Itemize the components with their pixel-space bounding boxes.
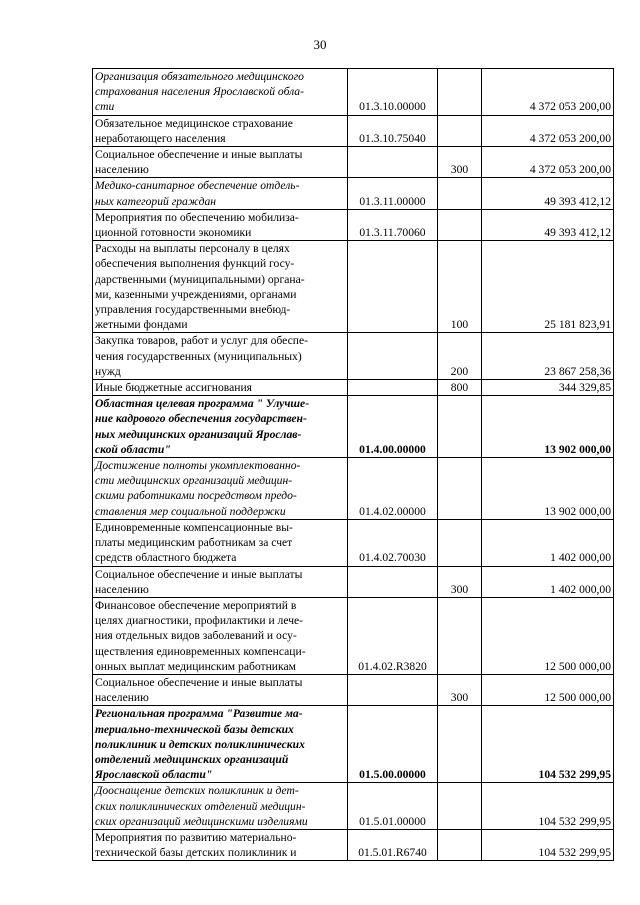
row-amount-cell: 1 402 000,00	[482, 519, 614, 566]
row-name-line: Организация обязательного медицинского	[95, 70, 304, 83]
row-amount-cell: 12 500 000,00	[482, 674, 614, 705]
row-name-line: отделений медицинских организаций	[95, 752, 289, 766]
row-code-cell: 01.5.00.00000	[348, 706, 438, 783]
row-name-line: жетными фондами	[95, 318, 188, 332]
row-name-line: териально-технической базы детских	[95, 722, 294, 736]
row-name-line: онных выплат медицинским работникам	[95, 659, 296, 673]
row-code-cell: 01.4.02.R3820	[348, 597, 438, 674]
row-name-line: платы медицинским работникам за счет	[95, 536, 293, 550]
row-name-line: страхования населения Ярославской обла-	[95, 85, 304, 99]
row-name-line: средств областного бюджета	[95, 551, 237, 565]
row-expense-type-cell: 300	[438, 674, 482, 705]
row-name-line: Областная целевая программа " Улучше-	[95, 397, 310, 411]
row-name-cell	[93, 458, 348, 520]
table-row	[93, 147, 614, 178]
row-name-cell	[93, 783, 348, 830]
row-amount-cell: 23 867 258,36	[482, 333, 614, 380]
row-name-line: Медико-санитарное обеспечение отдель-	[95, 179, 300, 193]
row-expense-type-cell	[438, 115, 482, 146]
row-code-cell: 01.4.00.00000	[348, 396, 438, 458]
row-name-cell	[93, 147, 348, 178]
row-name-line: дарственными (муниципальными) органа-	[95, 272, 305, 286]
row-name-cell	[93, 396, 348, 458]
row-name-line: Социальное обеспечение и иные выплаты	[95, 567, 303, 581]
table-row	[93, 69, 614, 116]
row-name-line: чения государственных (муниципальных)	[95, 349, 302, 363]
row-name-cell	[93, 829, 348, 860]
row-name-line: населению	[95, 582, 149, 596]
row-expense-type-cell	[438, 69, 482, 116]
row-expense-type-cell	[438, 209, 482, 240]
table-row	[93, 783, 614, 830]
row-name-line: управления государственными внебюд-	[95, 303, 291, 317]
row-amount-cell: 104 532 299,95	[482, 829, 614, 860]
row-name-line: ми, казенными учреждениями, органами	[95, 287, 297, 301]
row-name-line: нужд	[95, 364, 121, 378]
row-amount-cell: 104 532 299,95	[482, 706, 614, 783]
page-number: 30	[313, 37, 327, 52]
row-amount-cell: 25 181 823,91	[482, 241, 614, 333]
row-amount-cell: 12 500 000,00	[482, 597, 614, 674]
row-name-line: ских организаций медицинскими изделиями	[95, 814, 308, 828]
table-row	[93, 209, 614, 240]
row-name-line: ционной готовности экономики	[95, 226, 252, 240]
row-expense-type-cell: 300	[438, 147, 482, 178]
row-code-cell	[348, 333, 438, 380]
table-row	[93, 458, 614, 520]
row-expense-type-cell: 300	[438, 566, 482, 597]
row-expense-type-cell: 200	[438, 333, 482, 380]
row-name-line: Социальное обеспечение и иные выплаты	[95, 675, 303, 689]
row-name-line: ных медицинских организаций Ярослав-	[95, 427, 302, 441]
row-name-line: Достижение полноты укомплектованно-	[95, 459, 301, 473]
row-code-cell	[348, 674, 438, 705]
row-name-line: обеспечения выполнения функций госу-	[95, 257, 295, 271]
row-name-line: Дооснащение детских поликлиник и дет-	[95, 784, 299, 798]
row-name-line: сти медицинских организаций медицин-	[95, 474, 293, 488]
row-name-cell	[93, 69, 348, 116]
row-name-cell	[93, 706, 348, 783]
row-name-cell	[93, 519, 348, 566]
row-code-cell: 01.3.10.75040	[348, 115, 438, 146]
table-row	[93, 396, 614, 458]
row-name-line: населению	[95, 163, 149, 177]
row-name-cell	[93, 115, 348, 146]
row-amount-cell: 1 402 000,00	[482, 566, 614, 597]
budget-table-body	[93, 69, 614, 861]
row-name-cell	[93, 209, 348, 240]
row-code-cell: 01.5.01.R6740	[348, 829, 438, 860]
row-expense-type-cell	[438, 458, 482, 520]
row-name-line: ской области"	[95, 442, 171, 456]
table-row	[93, 380, 614, 396]
row-name-line: неработающего населения	[95, 131, 226, 145]
row-code-cell	[348, 147, 438, 178]
row-name-cell	[93, 674, 348, 705]
row-expense-type-cell	[438, 706, 482, 783]
row-expense-type-cell: 800	[438, 380, 482, 396]
row-amount-cell: 49 393 412,12	[482, 209, 614, 240]
row-name-line: ных категорий граждан	[95, 194, 217, 208]
row-name-cell	[93, 333, 348, 380]
row-amount-cell: 13 902 000,00	[482, 396, 614, 458]
row-name-line: Иные бюджетные ассигнования	[95, 381, 252, 395]
row-name-line: ние кадрового обеспечения государствен-	[95, 412, 307, 426]
row-name-line: Социальное обеспечение и иные выплаты	[95, 148, 303, 162]
table-row	[93, 674, 614, 705]
row-name-line: ставления мер социальной поддержки	[95, 504, 286, 518]
row-code-cell	[348, 566, 438, 597]
row-amount-cell: 4 372 053 200,00	[482, 147, 614, 178]
row-code-cell: 01.3.10.00000	[348, 69, 438, 116]
row-name-line: ских поликлинических отделений медицин-	[95, 799, 306, 813]
row-name-line: Закупка товаров, работ и услуг для обеспе-	[95, 334, 308, 348]
row-name-cell	[93, 597, 348, 674]
row-name-line: ния отдельных видов заболеваний и осу-	[95, 629, 297, 643]
row-name-line: Расходы на выплаты персоналу в целях	[95, 242, 290, 256]
row-name-line: ществления единовременных компенсаци-	[95, 644, 306, 658]
row-amount-cell: 4 372 053 200,00	[482, 69, 614, 116]
row-expense-type-cell: 100	[438, 241, 482, 333]
row-amount-cell: 4 372 053 200,00	[482, 115, 614, 146]
row-name-line: Единовременные компенсационные вы-	[95, 520, 293, 534]
table-row	[93, 706, 614, 783]
table-row	[93, 115, 614, 146]
row-code-cell: 01.3.11.70060	[348, 209, 438, 240]
row-code-cell	[348, 380, 438, 396]
row-expense-type-cell	[438, 783, 482, 830]
table-row	[93, 566, 614, 597]
row-expense-type-cell	[438, 829, 482, 860]
table-row	[93, 829, 614, 860]
row-name-line: Финансовое обеспечение мероприятий в	[95, 598, 297, 612]
row-amount-cell: 13 902 000,00	[482, 458, 614, 520]
row-expense-type-cell	[438, 396, 482, 458]
row-name-cell	[93, 178, 348, 209]
table-row	[93, 519, 614, 566]
row-code-cell: 01.4.02.70030	[348, 519, 438, 566]
table-row	[93, 597, 614, 674]
row-expense-type-cell	[438, 519, 482, 566]
row-name-cell	[93, 566, 348, 597]
row-amount-cell: 49 393 412,12	[482, 178, 614, 209]
row-name-line: технической базы детских поликлиник и	[95, 846, 297, 860]
row-expense-type-cell	[438, 178, 482, 209]
row-name-line: Обязательное медицинское страхование	[95, 116, 293, 130]
row-code-cell: 01.4.02.00000	[348, 458, 438, 520]
row-name-line: сти	[95, 100, 115, 114]
row-name-line: скими работниками посредством предо-	[95, 489, 297, 503]
row-name-line: Мероприятия по обеспечению мобилиза-	[95, 210, 299, 224]
row-name-line: целях диагностики, профилактики и лече-	[95, 614, 304, 628]
row-amount-cell: 344 329,85	[482, 380, 614, 396]
row-name-line: населению	[95, 691, 149, 705]
row-name-line: поликлиник и детских поликлинических	[95, 737, 305, 751]
row-amount-cell: 104 532 299,95	[482, 783, 614, 830]
row-expense-type-cell	[438, 597, 482, 674]
row-name-cell	[93, 241, 348, 333]
budget-table	[92, 68, 614, 861]
row-name-cell	[93, 380, 348, 396]
row-name-line: Ярославской области"	[95, 768, 213, 782]
table-row	[93, 333, 614, 380]
row-code-cell	[348, 241, 438, 333]
table-row	[93, 241, 614, 333]
row-name-line: Мероприятия по развитию материально-	[95, 830, 297, 844]
row-code-cell: 01.5.01.00000	[348, 783, 438, 830]
row-code-cell: 01.3.11.00000	[348, 178, 438, 209]
table-row	[93, 178, 614, 209]
row-name-line: Региональная программа "Развитие ма-	[95, 707, 303, 721]
